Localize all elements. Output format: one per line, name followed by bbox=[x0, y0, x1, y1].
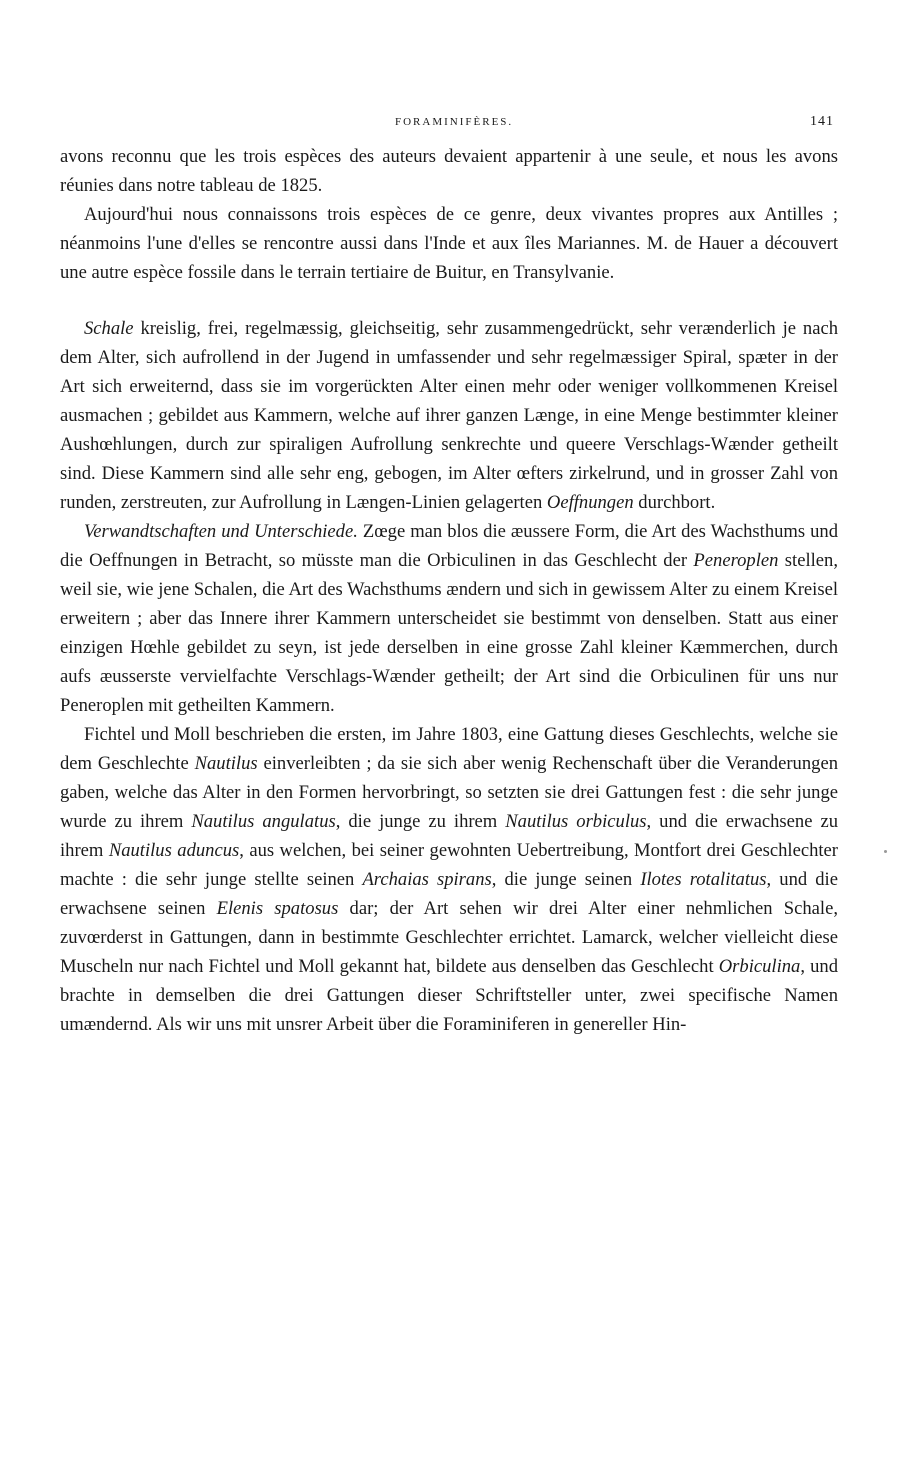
history-text-4: , und die erwachsene zu ihrem bbox=[60, 811, 838, 861]
taxon-ilotes-rotalitatus: Ilotes rotalitatus bbox=[640, 869, 767, 890]
term-peneroplen: Peneroplen bbox=[693, 550, 779, 571]
term-schale: Schale bbox=[84, 318, 134, 339]
french-paragraph-species: Aujourd'hui nous connaissons trois espèces de ce genre, deux vivantes propres aux Antilles ; néanmoins l'une d'elles se rencontre aussi dans l'Inde et aux îles Mariannes. M. de Hauer a découvert une autre espèce fossile dans le terrain tertiaire de Buitur, en Transylvanie. bbox=[60, 204, 838, 283]
history-text-5: , aus welchen, bei seiner gewohnten Uebertreibung, Montfort drei Geschlechter machte : die sehr junge stellte seinen bbox=[60, 840, 838, 890]
description-text-b: durchbort. bbox=[633, 492, 716, 513]
history-text-3: , die junge zu ihrem bbox=[335, 811, 506, 832]
history-text-2: einverleibten ; da sie sich aber wenig Rechenschaft über die Veranderungen gaben, welche das Alter in den Formen hervorbringt, so setzten sie drei Gattungen fest : die sehr junge wurde zu ihrem bbox=[60, 753, 838, 832]
history-text-8: dar; der Art sehen wir drei Alter einer nehmlichen Schale, zuvœrderst in Gattungen, dann in bestimmte Geschlechter errichtet. Lamarck, welcher vielleicht diese Muscheln nur nach Fichtel und Moll gekannt hat, bildete aus denselben das Geschlecht bbox=[60, 898, 838, 977]
taxon-archaias-spirans: Archaias spirans bbox=[362, 869, 492, 890]
taxon-nautilus-aduncus: Nautilus aduncus bbox=[108, 840, 240, 861]
running-title: FORAMINIFÈRES. bbox=[395, 116, 514, 128]
section-gap bbox=[60, 287, 838, 314]
term-oeffnungen: Oeffnungen bbox=[546, 492, 634, 513]
german-paragraph-history bbox=[60, 720, 838, 1039]
relationships-text-a: Zœge man blos die æussere Form, die Art des Wachsthums und die Oeffnungen in Betracht, so müsste man die Orbiculinen in das Geschlecht der bbox=[60, 521, 839, 571]
heading-verwandtschaften: Verwandtschaften und Unterschiede. bbox=[84, 521, 358, 542]
german-paragraph-relationships bbox=[60, 517, 838, 720]
relationships-text-b: stellen, weil sie, wie jene Schalen, die Art des Wachsthums ændern und sich in gewissem Alter zu einem Kreisel erweitern ; aber das Innere ihrer Kammern unterscheidet sie bestimmt von denselben. Statt aus einer einzigen Hœhle gebildet zu seyn, ist jede derselben in eine grosse Zahl kleiner Kæmmerchen, durch aufs æusserste vervielfachte Verschlags-Wænder getheilt; der Art sind die Orbiculinen für uns nur Peneroplen mit getheilten Kammern. bbox=[60, 550, 838, 716]
running-head bbox=[0, 116, 900, 136]
taxon-nautilus-angulatus: Nautilus angulatus bbox=[191, 811, 336, 832]
french-paragraph-continuation: avons reconnu que les trois espèces des auteurs devaient appartenir à une seule, et nous les avons réunies dans notre tableau de 1825. bbox=[60, 146, 838, 196]
taxon-nautilus: Nautilus bbox=[194, 753, 258, 774]
description-text-a: kreislig, frei, regelmæssig, gleichseitig, sehr zusammengedrückt, sehr verænderlich je nach dem Alter, sich aufrollend in der Jugend in umfassender und sehr regelmæssiger Spiral, spæter in der Art sich erweiternd, dass sie im vorgerückten Alter einen mehr oder weniger vollkommenen Kreisel ausmachen ; gebildet aus Kammern, welche auf ihrer ganzen Længe, in eine Menge bestimmter kleiner Aushœhlungen, durch zur spiraligen Aufrollung senkrechte und queere Verschlags-Wænder getheilt sind. Diese Kammern sind alle sehr eng, gebogen, im Alter œfters zirkelrund, und in grosser Zahl von runden, zerstreuten, zur Aufrollung in Længen-Linien gelagerten bbox=[60, 318, 838, 513]
taxon-elenis-spatosus: Elenis spatosus bbox=[216, 898, 339, 919]
history-text-9: , und brachte in demselben die drei Gattungen dieser Schriftsteller unter, zwei specifische Namen umændernd. Als wir uns mit unsrer Arbeit über die Foraminiferen in genereller Hin- bbox=[60, 956, 838, 1035]
history-text-7: , und die erwachsene seinen bbox=[60, 869, 838, 919]
history-text-6: , die junge seinen bbox=[491, 869, 641, 890]
history-text-1: Fichtel und Moll beschrieben die ersten, im Jahre 1803, eine Gattung dieses Geschlechts, welche sie dem Geschlechte bbox=[60, 724, 838, 774]
taxon-nautilus-orbiculus: Nautilus orbiculus bbox=[505, 811, 647, 832]
body-text bbox=[60, 142, 838, 1039]
german-paragraph-description bbox=[60, 314, 838, 517]
taxon-orbiculina: Orbiculina bbox=[718, 956, 801, 977]
page-number: 141 bbox=[810, 114, 834, 129]
margin-speck bbox=[884, 850, 887, 853]
